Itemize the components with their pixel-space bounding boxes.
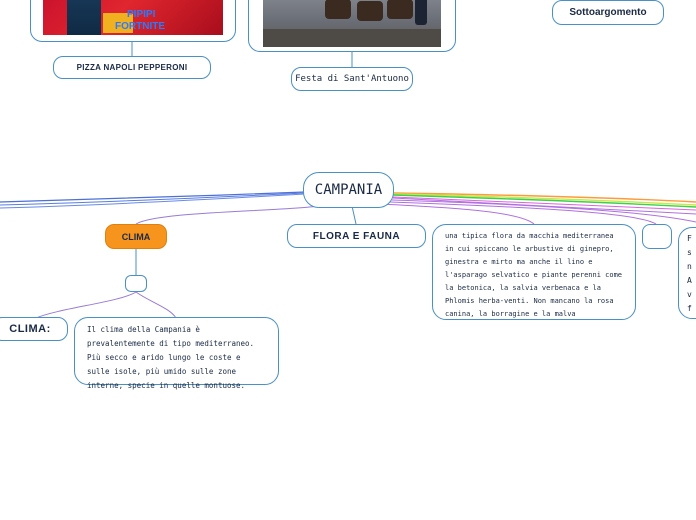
empty-node-right[interactable] — [642, 224, 672, 249]
partial-line-6: f — [687, 304, 692, 313]
pizza-image-card — [30, 0, 236, 42]
flora-text-node[interactable] — [432, 224, 636, 320]
clima-label-node[interactable] — [0, 317, 68, 341]
clima-label: CLIMA — [121, 231, 151, 242]
connector-clima-text — [136, 292, 176, 318]
connector-flora — [352, 206, 356, 224]
partial-line-2: s — [687, 248, 692, 257]
connector-clima-label — [36, 292, 136, 318]
connector-clima — [136, 204, 330, 224]
festa-photo-image — [263, 0, 441, 47]
flora-node[interactable] — [287, 224, 426, 248]
photo-ground — [263, 29, 441, 47]
pizza-label: PIZZA NAPOLI PEPPERONI — [76, 63, 188, 72]
clima-text: Il clima della Campania è prevalentemente di tipo mediterraneo. Più secco e arido lungo le coste e sulle isole, più umido sulle zone interne, specie in quelle montuose. — [87, 325, 255, 390]
partial-right-node[interactable] — [678, 227, 696, 319]
clima-node[interactable] — [105, 224, 167, 249]
sottoargomento-label: Sottoargomento — [569, 7, 647, 18]
pizza-node[interactable] — [53, 56, 211, 79]
sottoargomento-node[interactable] — [552, 0, 664, 25]
poster-text-1: PIPIPI — [127, 9, 156, 20]
festa-image-card — [248, 0, 456, 52]
central-label: CAMPANIA — [314, 182, 383, 198]
photo-person — [415, 0, 427, 25]
flora-text: una tipica flora da macchia mediterranea in cui spiccano le arbustive di ginepro, ginestra e mirto ma anche il lino e l'asparago selvatico e piante perenni come la betonica, la salvia verbenaca e la Phlomis herba-venti. Non mancano la rosa canina, la borragine e la malva — [445, 232, 623, 318]
clima-text-node[interactable] — [74, 317, 279, 390]
clima-colon-label: CLIMA: — [9, 323, 51, 335]
partial-line-3: n — [687, 262, 692, 271]
clima-sub-node[interactable] — [125, 275, 147, 292]
pizza-poster-image — [43, 0, 223, 35]
photo-drum-1 — [325, 0, 351, 19]
connector-left-2 — [0, 193, 305, 205]
photo-drum-3 — [387, 0, 413, 19]
partial-line-1: F — [687, 234, 692, 243]
central-node[interactable] — [303, 172, 394, 208]
partial-line-4: A — [687, 276, 692, 285]
flora-label: FLORA E FAUNA — [312, 230, 401, 242]
festa-node[interactable] — [291, 67, 413, 91]
poster-text-2: FORTNITE — [115, 21, 165, 32]
poster-figure — [67, 0, 101, 35]
festa-label: Festa di Sant'Antuono — [295, 74, 409, 84]
partial-line-5: v — [687, 290, 692, 299]
photo-drum-2 — [357, 1, 383, 21]
